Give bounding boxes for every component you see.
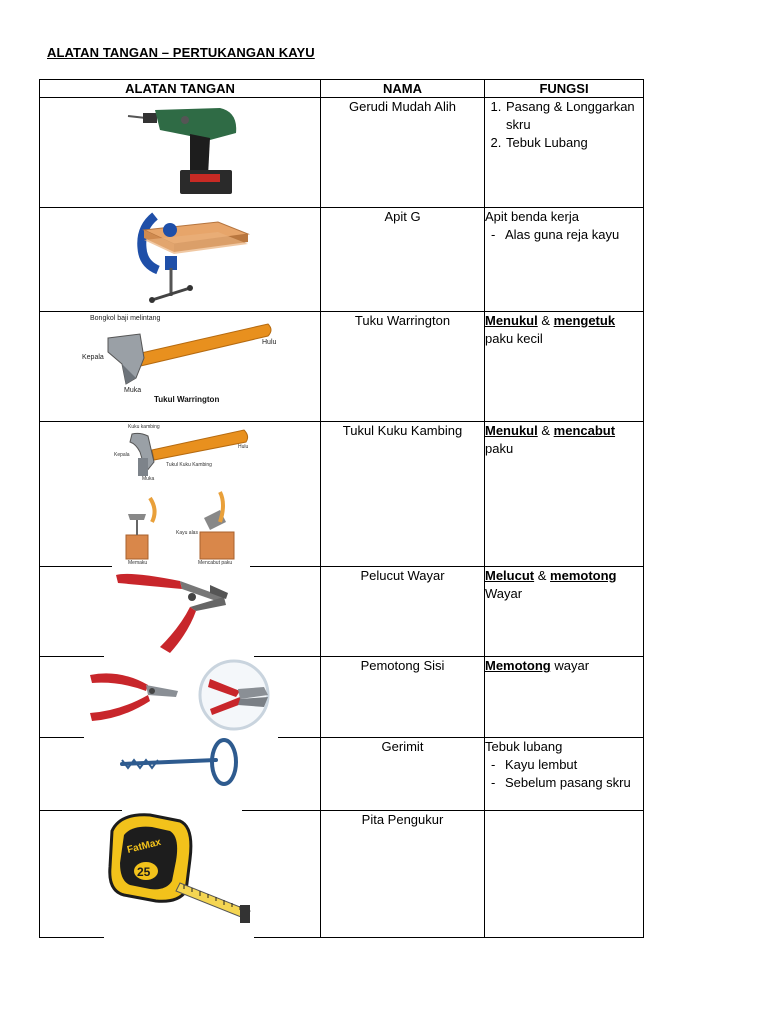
function-keyword: memotong — [550, 568, 617, 583]
table-header-row — [40, 80, 644, 98]
function-keyword: mencabut — [553, 423, 616, 438]
function-item: - Sebelum pasang skru — [505, 774, 643, 792]
function-item: 1. Pasang & Longgarkan skru — [505, 98, 643, 134]
label-muka: Muka — [124, 387, 142, 394]
function-ampersand: & — [541, 313, 551, 328]
cordless-drill-icon — [40, 98, 321, 208]
table-row — [40, 208, 644, 312]
label-kepala: Kepala — [82, 354, 104, 361]
label-hulu: Hulu — [238, 444, 249, 450]
g-clamp-icon — [40, 208, 321, 312]
tool-function — [485, 567, 644, 657]
table-row — [40, 567, 644, 657]
label-bongkol: Bongkol baji melintang — [90, 315, 161, 322]
header-nama: NAMA — [321, 80, 485, 98]
table-row — [40, 811, 644, 938]
tool-function — [485, 208, 644, 312]
label-kepala: Kepala — [114, 452, 130, 458]
claw-hammer-icon — [40, 422, 321, 567]
function-text: wayar — [554, 658, 590, 673]
tool-name: Pelucut Wayar — [321, 567, 485, 657]
tool-name: Gerudi Mudah Alih — [321, 98, 485, 208]
function-keyword: mengetuk — [553, 313, 616, 328]
function-item: - Kayu lembut — [505, 756, 643, 774]
function-keyword: Memotong — [485, 658, 551, 673]
tool-name: Tukul Kuku Kambing — [321, 422, 485, 567]
label-kayu-alas: Kayu alas — [176, 530, 198, 536]
label-hulu: Hulu — [262, 339, 277, 346]
function-text: paku — [485, 441, 514, 456]
caption-kuku-kambing: Tukul Kuku Kambing — [166, 462, 212, 468]
side-cutter-icon — [40, 657, 321, 738]
tool-function — [485, 312, 644, 422]
function-ampersand: & — [537, 568, 547, 583]
label-kuku: Kuku kambing — [128, 424, 160, 430]
function-text: paku kecil — [485, 331, 543, 346]
tool-picture-cell — [40, 657, 321, 738]
document-title: ALATAN TANGAN – PERTUKANGAN KAYU — [47, 45, 315, 60]
tool-function — [485, 738, 644, 811]
tools-table — [39, 79, 644, 938]
tool-picture-cell — [40, 811, 321, 938]
tool-name: Gerimit — [321, 738, 485, 811]
warrington-hammer-icon — [40, 312, 321, 422]
caption-warrington: Tukul Warrington — [154, 395, 220, 404]
table-row — [40, 738, 644, 811]
header-fungsi: FUNGSI — [485, 80, 644, 98]
function-item: - Alas guna reja kayu — [505, 226, 643, 244]
function-text: Wayar — [485, 586, 523, 601]
tool-function — [485, 657, 644, 738]
gimlet-icon — [40, 738, 321, 811]
function-keyword: Menukul — [485, 423, 538, 438]
tool-picture-cell — [40, 567, 321, 657]
tape-size-label: 25 — [137, 865, 151, 879]
tool-picture-cell — [40, 422, 321, 567]
header-alatan: ALATAN TANGAN — [40, 80, 321, 98]
tool-picture-cell — [40, 738, 321, 811]
wire-stripper-icon — [40, 567, 321, 657]
tool-function — [485, 811, 644, 938]
label-muka: Muka — [142, 476, 155, 482]
function-text: Apit benda kerja — [485, 209, 579, 224]
label-mencabut: Mencabut paku — [198, 560, 233, 566]
tool-name: Pemotong Sisi — [321, 657, 485, 738]
tool-picture-cell — [40, 98, 321, 208]
tool-name: Apit G — [321, 208, 485, 312]
function-text: Tebuk lubang — [485, 739, 563, 754]
function-ampersand: & — [541, 423, 551, 438]
function-item: 2. Tebuk Lubang — [505, 134, 643, 152]
tool-function — [485, 422, 644, 567]
label-memaku: Memaku — [128, 560, 148, 566]
tape-brand-label: FatMax — [126, 836, 163, 856]
function-keyword: Melucut — [485, 568, 535, 583]
table-row — [40, 312, 644, 422]
table-row — [40, 98, 644, 208]
tool-picture-cell — [40, 312, 321, 422]
tool-name: Pita Pengukur — [321, 811, 485, 938]
tool-name: Tuku Warrington — [321, 312, 485, 422]
tool-function — [485, 98, 644, 208]
tape-measure-icon — [40, 811, 321, 938]
table-row — [40, 422, 644, 567]
tool-picture-cell — [40, 208, 321, 312]
function-keyword: Menukul — [485, 313, 538, 328]
table-row — [40, 657, 644, 738]
